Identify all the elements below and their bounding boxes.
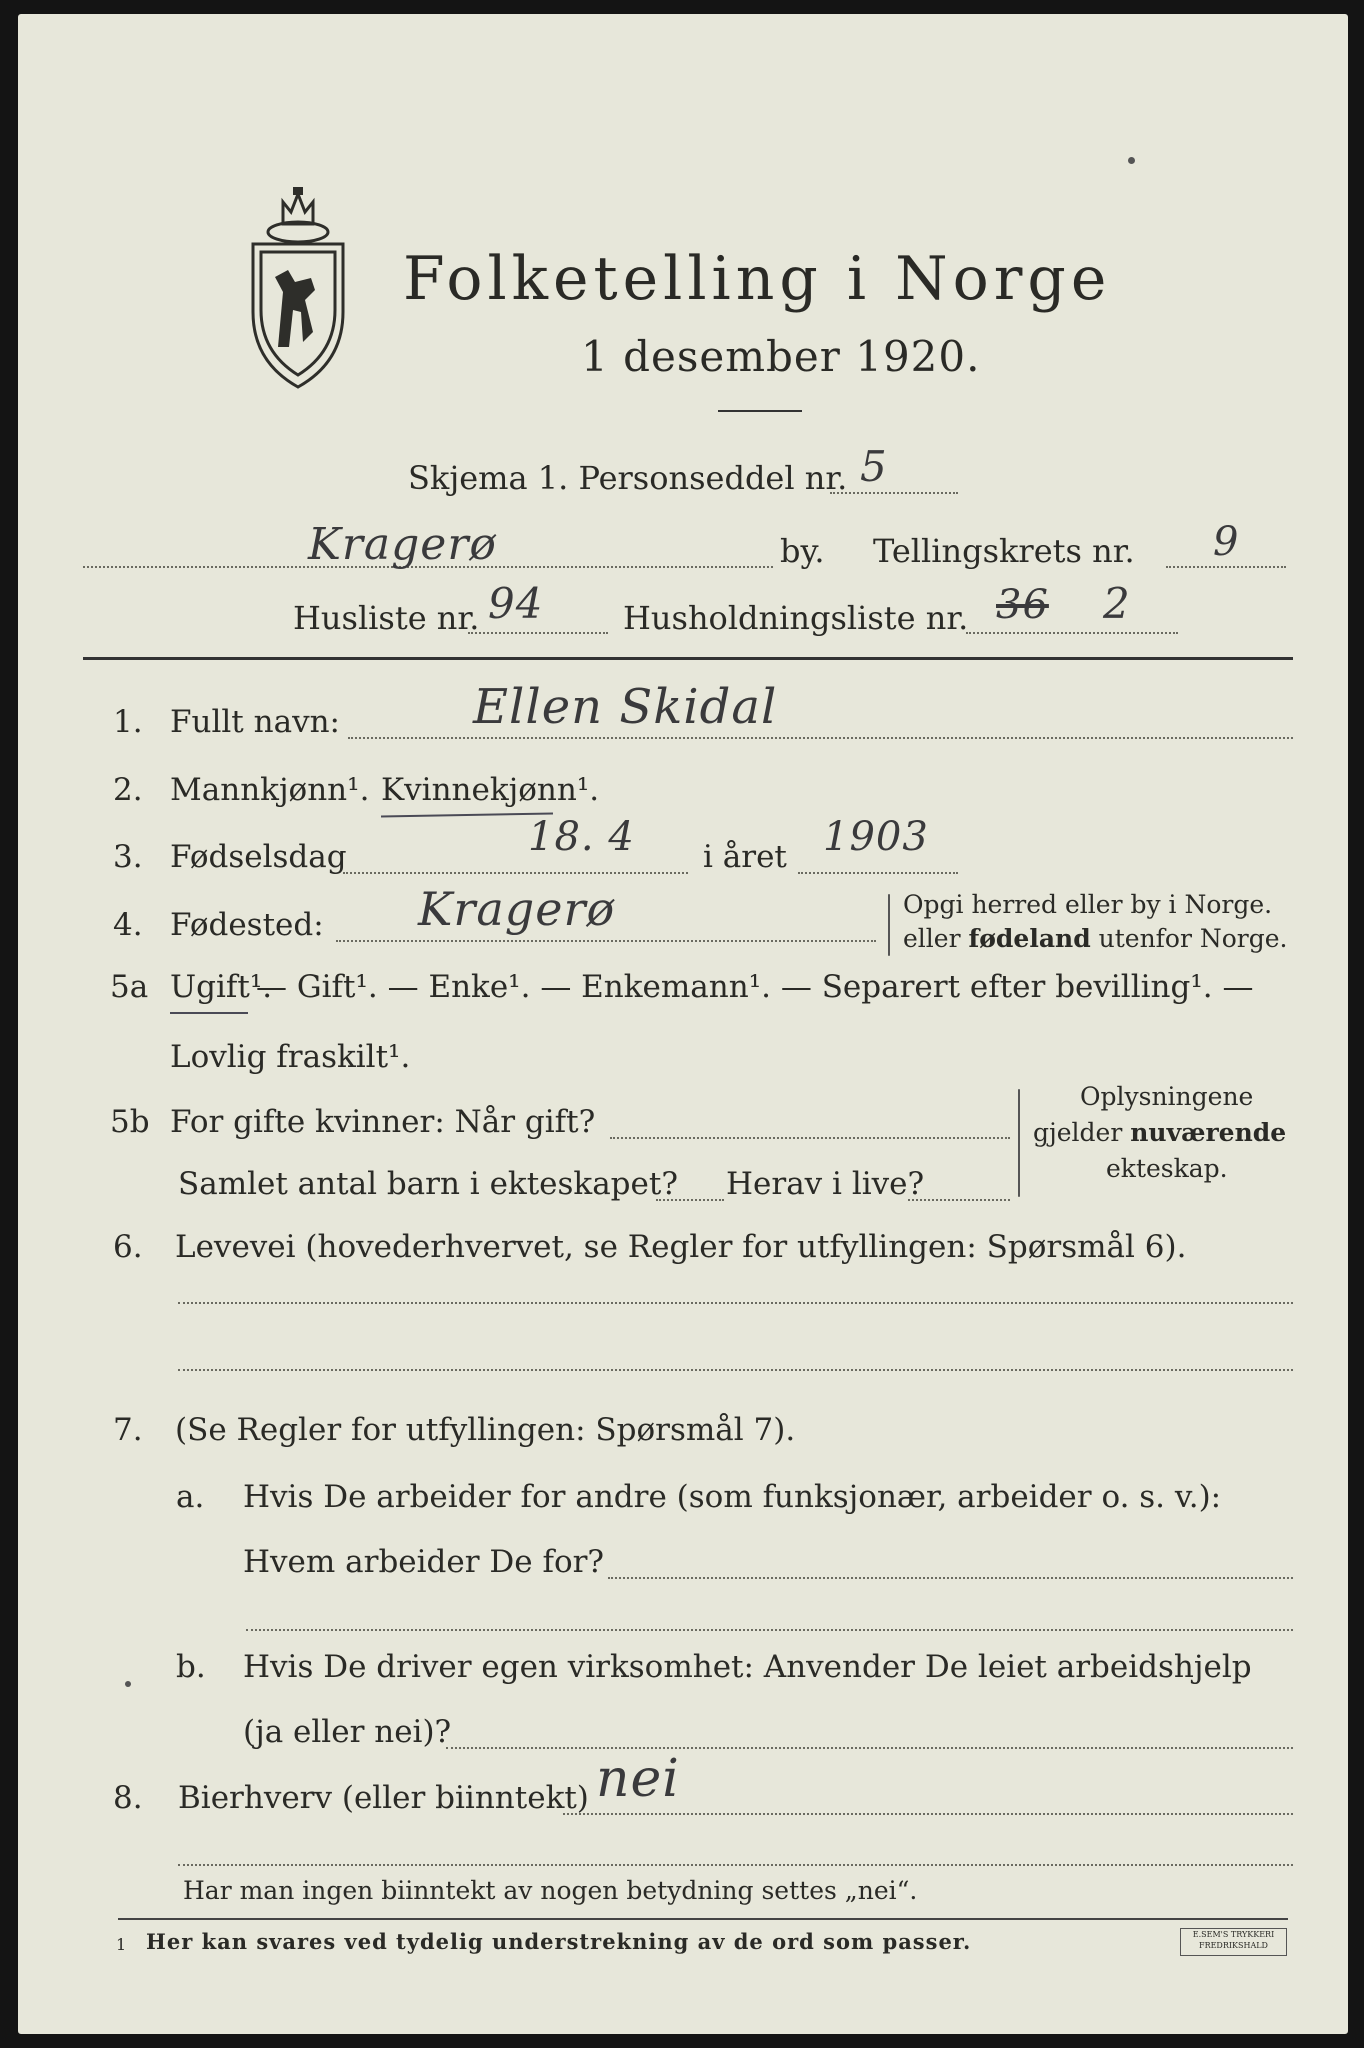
q5a-number: 5a: [110, 969, 149, 1005]
birth-date-handwritten: 18. 4: [528, 814, 635, 860]
form-title: Folketelling i Norge: [403, 244, 1112, 314]
q2-kvinne: Kvinnekjønn¹.: [381, 772, 600, 808]
q4-note-line1: Opgi herred eller by i Norge.: [903, 890, 1273, 919]
schema-dots: [830, 492, 958, 494]
q8-note: Har man ingen biinntekt av nogen betydning settes „nei“.: [183, 1876, 918, 1905]
footnote-text: Her kan svares ved tydelig understrekning av de ord som passer.: [146, 1929, 972, 1954]
q4-note-eller: eller: [903, 924, 961, 953]
q3-label: Fødselsdag: [170, 839, 347, 875]
birth-year-handwritten: 1903: [823, 814, 929, 860]
ugift-underline: [170, 1012, 248, 1014]
q5b-barn-dots: [656, 1199, 724, 1201]
q7b-line2: (ja eller nei)?: [243, 1714, 452, 1750]
q1-label: Fullt navn:: [170, 704, 340, 740]
schema-number-handwritten: 5: [860, 442, 888, 491]
q7a-line2: Hvem arbeider De for?: [243, 1544, 605, 1580]
husliste-label: Husliste nr.: [293, 599, 480, 637]
q7a-letter: a.: [176, 1479, 205, 1515]
q4-note-utenfor: utenfor Norge.: [1098, 924, 1288, 953]
q6-label: Levevei (hovederhvervet, se Regler for utfyllingen: Spørsmål 6).: [175, 1229, 1187, 1265]
husholdning-dots: [966, 632, 1178, 634]
header-divider: [83, 657, 1293, 660]
printer-stamp: [1180, 1928, 1287, 1956]
husliste-dots: [468, 632, 608, 634]
census-date: 1 desember 1920.: [581, 332, 981, 381]
ink-speck: [1128, 157, 1135, 164]
q8-label: Bierhverv (eller biinntekt): [178, 1780, 589, 1816]
q7b-line1: Hvis De driver egen virksomhet: Anvender De leiet arbeidshjelp: [243, 1649, 1252, 1685]
husholdning-label: Husholdningsliste nr.: [623, 599, 969, 637]
q7a-line1: Hvis De arbeider for andre (som funksjonær, arbeider o. s. v.):: [243, 1479, 1222, 1515]
q5a-options: — Gift¹. — Enke¹. — Enkemann¹. — Separert efter bevilling¹. —: [256, 969, 1254, 1005]
printer-stamp-line2: FREDRIKSHALD: [1199, 1941, 1268, 1950]
bierhverv-handwritten: nei: [596, 1749, 680, 1809]
q5a-ugift: Ugift¹.: [170, 969, 273, 1005]
footnote-divider: [118, 1918, 1288, 1920]
q3-date-dots: [343, 872, 688, 874]
q5b-label2: Samlet antal barn i ekteskapet?: [178, 1166, 678, 1202]
tellingskrets-label: Tellingskrets nr.: [873, 532, 1135, 570]
q5a-fraskilt: Lovlig fraskilt¹.: [170, 1039, 411, 1075]
census-form: [18, 14, 1348, 2034]
full-name-handwritten: Ellen Skidal: [473, 679, 778, 735]
q5b-label3: Herav i live?: [726, 1166, 925, 1202]
footnote-marker: 1: [116, 1935, 127, 1954]
q7a-dots-1: [608, 1577, 1293, 1579]
q3-number: 3.: [113, 839, 143, 875]
tellingskrets-handwritten: 9: [1213, 519, 1240, 565]
ink-speck: [125, 1681, 131, 1687]
husholdning-struck-handwritten: 36: [996, 582, 1049, 628]
by-label: by.: [780, 532, 825, 570]
q7-label: (Se Regler for utfyllingen: Spørsmål 7).: [175, 1412, 796, 1448]
q4-note-fodeland: fødeland: [968, 924, 1091, 953]
title-divider: [718, 410, 802, 412]
q5b-label1: For gifte kvinner: Når gift?: [170, 1104, 596, 1140]
husliste-handwritten: 94: [488, 579, 544, 628]
city-handwritten: Kragerø: [308, 519, 497, 570]
q6-dots-2: [178, 1369, 1293, 1371]
q2-mann: Mannkjønn¹.: [170, 772, 370, 808]
q7b-letter: b.: [176, 1649, 206, 1685]
schema-label: Skjema 1. Personseddel nr.: [408, 459, 848, 497]
q5b-number: 5b: [110, 1104, 150, 1140]
q6-dots-1: [178, 1302, 1293, 1304]
q7a-dots-2: [246, 1629, 1293, 1631]
q7b-dots: [446, 1747, 1293, 1749]
q4-note-line2: [903, 924, 1288, 953]
q5b-note-line3: ekteskap.: [1106, 1154, 1228, 1183]
printer-stamp-line1: E.SEM'S TRYKKERI: [1192, 1930, 1275, 1939]
q3-year-dots: [798, 872, 958, 874]
q8-dots-1: [563, 1813, 1293, 1815]
q4-note-brace: [888, 894, 890, 956]
q5b-live-dots: [908, 1199, 1010, 1201]
q8-number: 8.: [113, 1780, 143, 1816]
q5b-note-naevaerende: nuværende: [1130, 1118, 1287, 1147]
norwegian-coat-of-arms: [243, 182, 353, 397]
tellingskrets-dots: [1166, 566, 1286, 568]
q5b-gift-dots: [610, 1137, 1010, 1139]
birthplace-handwritten: Kragerø: [418, 882, 616, 936]
husholdning-handwritten: 2: [1103, 579, 1131, 628]
q1-number: 1.: [113, 704, 143, 740]
q7-number: 7.: [113, 1412, 143, 1448]
q4-dots: [336, 940, 876, 942]
q5b-note-gjelder: gjelder: [1033, 1118, 1123, 1147]
q5b-note-brace: [1018, 1089, 1020, 1197]
q8-dots-2: [178, 1864, 1293, 1866]
q5b-note-line1: Oplysningene: [1080, 1082, 1254, 1111]
q6-number: 6.: [113, 1229, 143, 1265]
q1-dots: [348, 737, 1293, 739]
q4-label: Fødested:: [170, 907, 324, 943]
q2-number: 2.: [113, 772, 143, 808]
q3-year-label: i året: [703, 839, 787, 875]
q4-number: 4.: [113, 907, 143, 943]
q5b-note-line2: [1033, 1118, 1286, 1147]
